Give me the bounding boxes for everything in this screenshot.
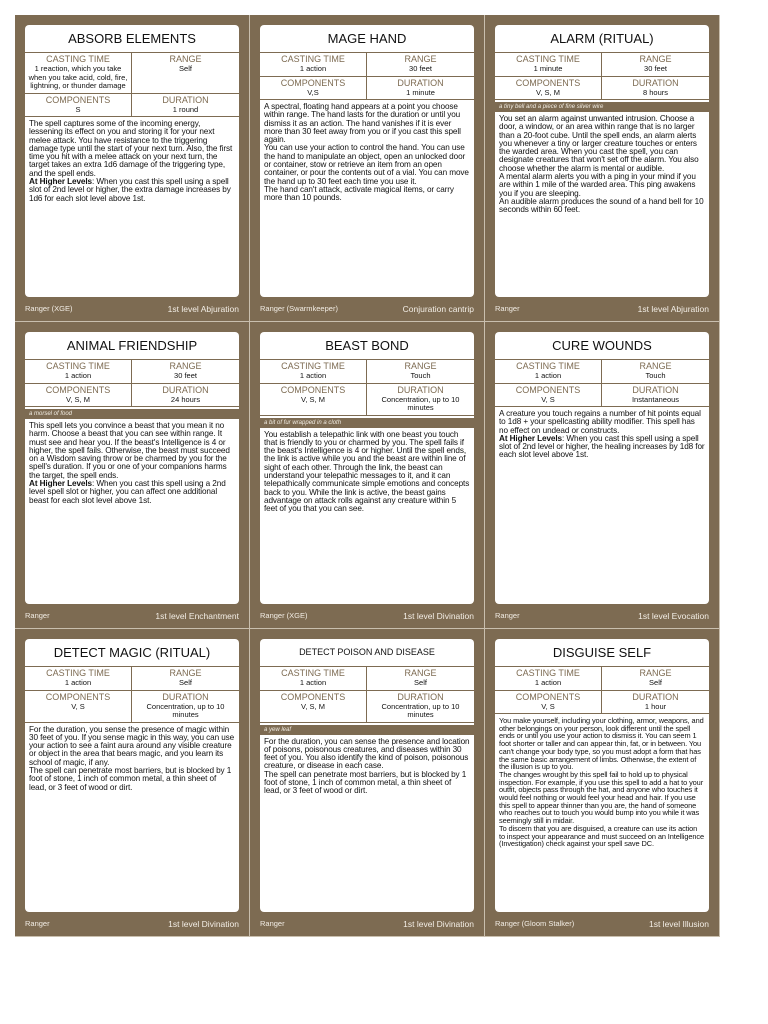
card-title: DETECT MAGIC (RITUAL)	[25, 639, 239, 667]
duration-label: DURATION	[397, 691, 444, 702]
class-source: Ranger	[25, 611, 50, 620]
card-footer	[260, 610, 474, 622]
description-paragraph: An audible alarm produces the sound of a hand bell for 10 seconds within 60 feet.	[499, 196, 704, 215]
class-source: Ranger	[25, 919, 50, 928]
spell-description	[495, 112, 709, 215]
components-value: V, S	[541, 394, 555, 404]
range-cell	[132, 53, 239, 94]
range-value: Self	[179, 64, 192, 73]
spell-level-school: 1st level Abjuration	[167, 304, 239, 314]
description-paragraph: The changes wrought by this spell fail to hold up to physical inspection. For example, if you use this spell to add a hat to your outfit, objects pass through the hat, and anyone who touches it would feel nothing or would feel your head and hair. If you use this spell to appear thinner than you are, the hand of someone who reaches out to touch you would bump into you while it was seemingly still in midair.	[499, 769, 704, 826]
casting-time-label: CASTING TIME	[516, 54, 580, 64]
duration-label: DURATION	[397, 384, 444, 395]
duration-cell	[132, 691, 239, 723]
spell-level-school: 1st level Divination	[403, 919, 474, 929]
range-label: RANGE	[404, 361, 437, 371]
duration-cell	[132, 94, 239, 118]
duration-value: 8 hours	[642, 87, 669, 97]
class-source: Ranger (XGE)	[260, 611, 308, 620]
duration-label: DURATION	[162, 691, 209, 702]
spell-card-absorb-elements	[15, 15, 250, 322]
components-cell	[495, 77, 602, 101]
spell-level-school: 1st level Abjuration	[637, 304, 709, 314]
stat-block	[25, 53, 239, 117]
higher-levels-paragraph	[29, 178, 235, 203]
card-footer	[495, 918, 709, 930]
card-footer	[495, 610, 709, 622]
spell-description	[25, 723, 239, 792]
class-source: Ranger (Gloom Stalker)	[495, 919, 575, 928]
spell-description	[25, 419, 239, 505]
components-value: V, S, M	[301, 701, 325, 711]
casting-time-label: CASTING TIME	[46, 361, 110, 371]
material-component: a tiny bell and a piece of fine silver wire	[495, 102, 709, 112]
higher-levels-label: At Higher Levels	[499, 433, 563, 443]
duration-cell	[602, 384, 709, 408]
duration-cell	[367, 384, 474, 416]
components-value: V, S, M	[536, 87, 560, 97]
description-paragraph: You set an alarm against unwanted intrusion. Choose a door, a window, or an area within range that is no larger than a 20-foot cube. Until the spell ends, an alarm alerts you whenever a tiny or larger creature touches or enters the warded area. When you cast the spell, you can designate creatures that won't set off the alarm. You also choose whether the alarm is mental or audible.	[499, 114, 699, 173]
casting-time-value: 1 action	[534, 371, 562, 380]
casting-time-value: 1 action	[299, 678, 327, 687]
class-source: Ranger	[495, 611, 520, 620]
casting-time-cell	[25, 667, 132, 691]
stat-block	[495, 667, 709, 714]
components-value: V, S, M	[301, 394, 325, 404]
card-footer	[260, 303, 474, 315]
card-title: BEAST BOND	[260, 332, 474, 360]
casting-time-value: 1 action	[64, 371, 92, 380]
spell-description	[260, 100, 474, 203]
card-title: ANIMAL FRIENDSHIP	[25, 332, 239, 360]
range-value: Touch	[410, 371, 431, 380]
duration-value: 1 hour	[644, 701, 667, 711]
description-paragraph: The spell can penetrate most barriers, but is blocked by 1 foot of stone, 1 inch of common metal, a thin sheet of lead, or 3 feet of wood or dirt.	[264, 769, 467, 796]
casting-time-cell	[25, 360, 132, 384]
card-body	[495, 639, 709, 912]
duration-label: DURATION	[632, 384, 679, 395]
stat-block	[260, 360, 474, 416]
stat-block	[495, 53, 709, 100]
components-cell	[25, 94, 132, 118]
range-label: RANGE	[404, 54, 437, 64]
card-footer	[25, 918, 239, 930]
card-footer	[25, 303, 239, 315]
duration-cell	[132, 384, 239, 408]
card-title: DISGUISE SELF	[495, 639, 709, 667]
casting-time-cell	[495, 53, 602, 77]
range-cell	[602, 53, 709, 77]
class-source: Ranger (XGE)	[25, 304, 73, 313]
higher-levels-paragraph	[29, 480, 235, 505]
description-paragraph: A creature you touch regains a number of hit points equal to 1d8 + your spellcasting ability modifier. This spell has no effect on undead or constructs.	[499, 409, 701, 435]
range-cell	[132, 360, 239, 384]
components-label: COMPONENTS	[45, 384, 111, 395]
casting-time-cell	[495, 667, 602, 691]
description-paragraph: You make yourself, including your clothing, armor, weapons, and other belongings on your person, look different until the spell ends or until you use your action to dismiss it. You can seem 1 foot shorter or taller and can appear thin, fat, or in between. You can't change your body type, so you must adopt a form that has the same basic arrangement of limbs. Otherwise, the extent of the illusion is up to you.	[499, 716, 704, 772]
material-component: a yew leaf	[260, 725, 474, 735]
description-paragraph: For the duration, you can sense the presence and location of poisons, poisonous creatures, and diseases within 30 feet of you. You also identify the kind of poison, poisonous creature, or disease in each case.	[264, 736, 470, 771]
spell-card-disguise-self	[485, 629, 720, 937]
duration-cell	[602, 77, 709, 101]
range-value: Self	[649, 678, 662, 687]
spell-card-mage-hand	[250, 15, 485, 322]
higher-levels-label: At Higher Levels	[29, 479, 93, 489]
range-value: 30 feet	[409, 64, 432, 73]
spell-level-school: 1st level Enchantment	[155, 611, 239, 621]
higher-levels-text: : When you cast this spell using a 2nd level spell slot or higher, you can affect one additional beast for each slot level above 1st.	[29, 479, 226, 505]
duration-cell	[367, 77, 474, 101]
components-cell	[495, 384, 602, 408]
description-paragraph: A mental alarm alerts you with a ping in your mind if you are within 1 mile of the warded area. This ping awakens you if you are sleeping.	[499, 172, 696, 198]
components-cell	[260, 77, 367, 101]
description-paragraph: The spell captures some of the incoming energy, lessening its effect on you and storing it for your next melee attack. You have resistance to the triggering damage type until the start of your next turn. Also, the first time you hit with a melee attack on your next turn, the target takes an extra 1d6 damage of the triggering type, and the spell ends.	[29, 119, 233, 178]
casting-time-value: 1 minute	[533, 64, 563, 73]
card-footer	[260, 918, 474, 930]
casting-time-label: CASTING TIME	[516, 668, 580, 678]
stat-block	[495, 360, 709, 407]
class-source: Ranger	[495, 304, 520, 313]
spell-level-school: Conjuration cantrip	[402, 304, 474, 314]
duration-value: 1 round	[172, 104, 199, 114]
card-title: ALARM (RITUAL)	[495, 25, 709, 53]
range-cell	[367, 53, 474, 77]
card-title: MAGE HAND	[260, 25, 474, 53]
range-label: RANGE	[404, 668, 437, 678]
spell-level-school: 1st level Divination	[168, 919, 239, 929]
spell-description	[495, 407, 709, 460]
spell-level-school: 1st level Evocation	[638, 611, 709, 621]
higher-levels-label: At Higher Levels	[29, 177, 93, 187]
range-label: RANGE	[639, 54, 672, 64]
spell-description	[260, 735, 474, 796]
description-paragraph: You can use your action to control the hand. You can use the hand to manipulate an object, open an unlocked door or container, stow or retrieve an item from an open container, or pour the contents out of a vial. You can move the hand up to 30 feet each time you use it.	[264, 143, 469, 186]
range-label: RANGE	[639, 668, 672, 678]
duration-label: DURATION	[397, 77, 444, 88]
card-title: ABSORB ELEMENTS	[25, 25, 239, 53]
spell-card-beast-bond	[250, 322, 485, 629]
range-label: RANGE	[169, 361, 202, 371]
spell-description	[25, 117, 239, 203]
card-body	[25, 25, 239, 297]
card-body	[25, 639, 239, 912]
range-label: RANGE	[169, 54, 202, 64]
card-body	[260, 332, 474, 604]
description-paragraph: This spell lets you convince a beast that you mean it no harm. Choose a beast that you can see within range. It must see and hear you. If the beast's Intelligence is 4 or higher, the spell fails. Otherwise, the beast must succeed on a Wisdom saving throw or be charmed by you for the spell's duration. If you or one of your companions harms the target, the spell ends.	[29, 421, 230, 480]
duration-value: Concentration, up to 10 minutes	[146, 701, 225, 719]
duration-label: DURATION	[162, 94, 209, 105]
class-source: Ranger	[260, 919, 285, 928]
casting-time-cell	[260, 360, 367, 384]
casting-time-cell	[260, 667, 367, 691]
description-paragraph: You establish a telepathic link with one beast you touch that is friendly to you or charmed by you. The spell fails if the beast's Intelligence is 4 or higher. Until the spell ends, the link is active while you and the beast are within line of sight of each other. Through the link, the beast can understand your telepathic messages to it, and it can telepathically communicate simple emotions and concepts back to you. While the link is active, the beast gains advantage on attack rolls against any creature within 5 feet of you that you can see.	[264, 429, 470, 514]
duration-cell	[602, 691, 709, 715]
description-paragraph: For the duration, you sense the presence of magic within 30 feet of you. If you sense magic in this way, you can use your action to see a faint aura around any visible creature or object in the area that bears magic, and you learn its school of magic, if any.	[29, 724, 235, 767]
spell-card-detect-poison-and-disease	[250, 629, 485, 937]
higher-levels-paragraph	[499, 435, 705, 460]
duration-value: 1 minute	[406, 87, 435, 97]
card-title: CURE WOUNDS	[495, 332, 709, 360]
higher-levels-text: : When you cast this spell using a spell slot of 2nd level or higher, the extra damage increases by 1d6 for each slot level above 1st.	[29, 177, 231, 203]
components-label: COMPONENTS	[280, 384, 346, 395]
range-cell	[602, 360, 709, 384]
casting-time-value: 1 reaction, which you take when you take acid, cold, fire, lightning, or thunder damage	[28, 64, 128, 90]
components-label: COMPONENTS	[515, 691, 581, 702]
description-paragraph: A spectral, floating hand appears at a point you choose within range. The hand lasts for the duration or until you dismiss it as an action. The hand vanishes if it is ever more than 30 feet away from you or if you cast this spell again.	[264, 102, 461, 145]
stat-block	[260, 667, 474, 723]
duration-label: DURATION	[632, 77, 679, 88]
card-body	[495, 332, 709, 604]
components-label: COMPONENTS	[280, 77, 346, 88]
stat-block	[260, 53, 474, 100]
components-label: COMPONENTS	[515, 384, 581, 395]
casting-time-value: 1 action	[299, 371, 327, 380]
duration-label: DURATION	[162, 384, 209, 395]
higher-levels-text: : When you cast this spell using a spell slot of 2nd level or higher, the healing increases by 1d8 for each slot level above 1st.	[499, 433, 705, 460]
components-value: V, S, M	[66, 394, 90, 404]
stat-block	[25, 667, 239, 723]
range-cell	[367, 667, 474, 691]
components-value: S	[75, 104, 81, 114]
casting-time-value: 1 action	[64, 678, 92, 687]
spell-card-detect-magic	[15, 629, 250, 937]
card-footer	[495, 303, 709, 315]
material-component: a bit of fur wrapped in a cloth	[260, 418, 474, 428]
casting-time-label: CASTING TIME	[281, 668, 345, 678]
spell-card-cure-wounds	[485, 322, 720, 629]
card-body	[495, 25, 709, 297]
casting-time-label: CASTING TIME	[281, 54, 345, 64]
range-value: Self	[179, 678, 192, 687]
casting-time-cell	[25, 53, 132, 94]
range-cell	[367, 360, 474, 384]
spell-card-alarm	[485, 15, 720, 322]
duration-value: 24 hours	[170, 394, 201, 404]
spell-description	[260, 428, 474, 514]
stat-block	[25, 360, 239, 407]
description-paragraph: To discern that you are disguised, a creature can use its action to inspect your appearance and must succeed on an Intelligence (Investigation) check against your spell save DC.	[499, 823, 704, 849]
casting-time-label: CASTING TIME	[281, 361, 345, 371]
components-cell	[260, 691, 367, 723]
components-cell	[25, 691, 132, 723]
spell-level-school: 1st level Divination	[403, 611, 474, 621]
range-value: Touch	[645, 371, 666, 380]
class-source: Ranger (Swarmkeeper)	[260, 304, 338, 313]
range-label: RANGE	[169, 668, 202, 678]
material-component: a morsel of food	[25, 409, 239, 419]
range-cell	[602, 667, 709, 691]
casting-time-label: CASTING TIME	[46, 668, 110, 678]
components-label: COMPONENTS	[45, 691, 111, 702]
components-cell	[25, 384, 132, 408]
card-body	[25, 332, 239, 604]
card-body	[260, 639, 474, 912]
spell-level-school: 1st level Illusion	[648, 919, 709, 929]
spell-card-sheet	[15, 15, 720, 937]
duration-label: DURATION	[632, 691, 679, 702]
duration-value: Concentration, up to 10 minutes	[381, 394, 460, 412]
duration-value: Concentration, up to 10 minutes	[381, 701, 460, 719]
casting-time-label: CASTING TIME	[516, 361, 580, 371]
duration-value: Instantaneous	[631, 394, 680, 404]
components-label: COMPONENTS	[515, 77, 581, 88]
range-cell	[132, 667, 239, 691]
description-paragraph: The spell can penetrate most barriers, but is blocked by 1 foot of stone, 1 inch of common metal, a thin sheet of lead, or 3 feet of wood or dirt.	[29, 765, 232, 792]
components-label: COMPONENTS	[280, 691, 346, 702]
casting-time-cell	[260, 53, 367, 77]
casting-time-label: CASTING TIME	[46, 54, 110, 64]
components-label: COMPONENTS	[45, 94, 111, 105]
components-cell	[495, 691, 602, 715]
casting-time-value: 1 action	[534, 678, 562, 687]
components-value: V,S	[307, 87, 319, 97]
card-body	[260, 25, 474, 297]
components-cell	[260, 384, 367, 416]
range-label: RANGE	[639, 361, 672, 371]
card-title: DETECT POISON AND DISEASE	[260, 639, 474, 667]
spell-description	[495, 714, 709, 848]
duration-cell	[367, 691, 474, 723]
components-value: V, S	[541, 701, 555, 711]
description-paragraph: The hand can't attack, activate magical items, or carry more than 10 pounds.	[264, 184, 454, 203]
range-value: Self	[414, 678, 427, 687]
spell-card-animal-friendship	[15, 322, 250, 629]
range-value: 30 feet	[644, 64, 667, 73]
components-value: V, S	[71, 701, 85, 711]
casting-time-value: 1 action	[299, 64, 327, 73]
card-footer	[25, 610, 239, 622]
casting-time-cell	[495, 360, 602, 384]
range-value: 30 feet	[174, 371, 197, 380]
